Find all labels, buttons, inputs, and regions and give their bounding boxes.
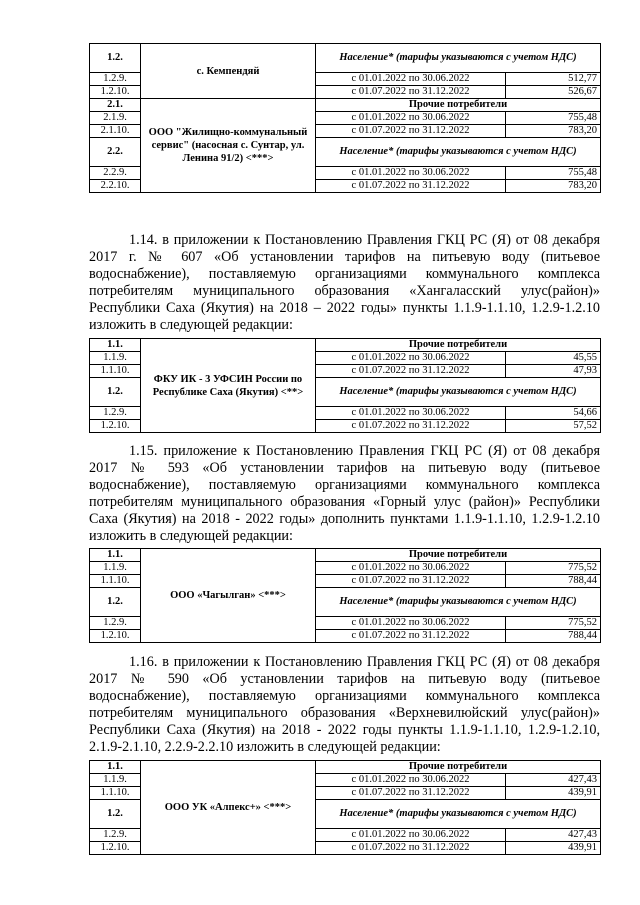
row-number: 1.1. <box>90 339 141 352</box>
period-cell: с 01.01.2022 по 30.06.2022 <box>316 352 506 365</box>
tariff-table-khangalassky <box>89 338 601 433</box>
paragraph-1-15: 1.15. приложение к Постановлению Правления ГКЦ РС (Я) от 08 декабря 2017 № 593 «Об установлении тарифов на питьевую воду (питьевое водоснабжение), поставляемую организациями коммунального комплекса потребителям муниципального образования «Горный улус (район)» Республики Саха (Якутия) на 2018 - 2022 годы» дополнить пунктами 1.1.9-1.1.10, 1.2.9-1.2.10 изложить в следующей редакции: <box>89 443 600 544</box>
tariff-value: 57,52 <box>506 420 601 433</box>
period-cell: с 01.01.2022 по 30.06.2022 <box>316 112 506 125</box>
tariff-value: 526,67 <box>506 86 601 99</box>
row-number: 1.2.9. <box>90 829 141 842</box>
row-number: 2.2.10. <box>90 180 141 193</box>
period-cell: с 01.01.2022 по 30.06.2022 <box>316 829 506 842</box>
tariff-value: 512,77 <box>506 73 601 86</box>
row-number: 2.1. <box>90 99 141 112</box>
row-number: 1.1.10. <box>90 575 141 588</box>
row-number: 1.1.10. <box>90 787 141 800</box>
tariff-value: 775,52 <box>506 617 601 630</box>
tariff-value: 47,93 <box>506 365 601 378</box>
period-cell: с 01.07.2022 по 31.12.2022 <box>316 420 506 433</box>
paragraph-1-16: 1.16. в приложении к Постановлению Правления ГКЦ РС (Я) от 08 декабря 2017 № 590 «Об установлении тарифов на питьевую воду (питьевое водоснабжение), поставляемую организациями коммунального комплекса потребителям муниципального образования «Верхневилюйский улус(район)» Республики Саха (Якутия) на 2018 - 2022 годы пункты 1.1.9-1.1.10, 1.2.9-1.2.10, 2.1.9-2.1.10, 2.2.9-2.2.10 изложить в следующей редакции: <box>89 654 600 755</box>
period-cell: с 01.01.2022 по 30.06.2022 <box>316 774 506 787</box>
tariff-value: 54,66 <box>506 407 601 420</box>
category-header: Прочие потребители <box>316 339 601 352</box>
tariff-value: 755,48 <box>506 167 601 180</box>
period-cell: с 01.07.2022 по 31.12.2022 <box>316 787 506 800</box>
tariff-value: 783,20 <box>506 125 601 138</box>
organization-name: ФКУ ИК - 3 УФСИН России по Республике Саха (Якутия) <**> <box>141 339 316 433</box>
category-header: Прочие потребители <box>316 99 601 112</box>
period-cell: с 01.01.2022 по 30.06.2022 <box>316 617 506 630</box>
tariff-value: 788,44 <box>506 575 601 588</box>
category-header: Прочие потребители <box>316 761 601 774</box>
tariff-value: 439,91 <box>506 787 601 800</box>
tariff-value: 783,20 <box>506 180 601 193</box>
paragraph-1-14: 1.14. в приложении к Постановлению Правления ГКЦ РС (Я) от 08 декабря 2017 г. № 607 «Об установлении тарифов на питьевую воду (питьевое водоснабжение), поставляемую организациями коммунального комплекса потребителям муниципального образования «Хангаласский улус(район)» Республики Саха (Якутия) на 2018 – 2022 годы» пункты 1.1.9-1.1.10, 1.2.9-1.2.10 изложить в следующей редакции: <box>89 232 600 333</box>
period-cell: с 01.01.2022 по 30.06.2022 <box>316 407 506 420</box>
period-cell: с 01.07.2022 по 31.12.2022 <box>316 842 506 855</box>
period-cell: с 01.01.2022 по 30.06.2022 <box>316 73 506 86</box>
category-header: Население* (тарифы указываются с учетом НДС) <box>316 44 601 73</box>
period-cell: с 01.07.2022 по 31.12.2022 <box>316 180 506 193</box>
period-cell: с 01.07.2022 по 31.12.2022 <box>316 125 506 138</box>
row-number: 1.2.9. <box>90 617 141 630</box>
row-number: 1.2.9. <box>90 73 141 86</box>
tariff-table-gorny <box>89 548 601 643</box>
tariff-value: 755,48 <box>506 112 601 125</box>
row-number: 2.2. <box>90 138 141 167</box>
period-cell: с 01.07.2022 по 31.12.2022 <box>316 630 506 643</box>
period-cell: с 01.07.2022 по 31.12.2022 <box>316 86 506 99</box>
tariff-table-verkhnevilyuysky <box>89 760 601 855</box>
row-number: 1.2.9. <box>90 407 141 420</box>
tariff-value: 788,44 <box>506 630 601 643</box>
category-header: Население* (тарифы указываются с учетом НДС) <box>316 378 601 407</box>
category-header: Население* (тарифы указываются с учетом НДС) <box>316 800 601 829</box>
tariff-value: 439,91 <box>506 842 601 855</box>
organization-name: ООО "Жилищно-коммунальный сервис" (насосная с. Сунтар, ул. Ленина 91/2) <***> <box>141 99 316 193</box>
period-cell: с 01.07.2022 по 31.12.2022 <box>316 365 506 378</box>
row-number: 1.1.9. <box>90 774 141 787</box>
tariff-value: 775,52 <box>506 562 601 575</box>
row-number: 1.1. <box>90 549 141 562</box>
category-header: Прочие потребители <box>316 549 601 562</box>
row-number: 1.2.10. <box>90 86 141 99</box>
row-number: 2.1.10. <box>90 125 141 138</box>
row-number: 1.1.9. <box>90 562 141 575</box>
organization-name: с. Кемпендяй <box>141 44 316 99</box>
category-header: Население* (тарифы указываются с учетом НДС) <box>316 138 601 167</box>
row-number: 1.2. <box>90 378 141 407</box>
row-number: 2.2.9. <box>90 167 141 180</box>
tariff-value: 45,55 <box>506 352 601 365</box>
period-cell: с 01.01.2022 по 30.06.2022 <box>316 167 506 180</box>
row-number: 1.2.10. <box>90 842 141 855</box>
row-number: 1.1.9. <box>90 352 141 365</box>
row-number: 2.1.9. <box>90 112 141 125</box>
row-number: 1.1.10. <box>90 365 141 378</box>
organization-name: ООО УК «Алпекс+» <***> <box>141 761 316 855</box>
category-header: Население* (тарифы указываются с учетом НДС) <box>316 588 601 617</box>
tariff-value: 427,43 <box>506 774 601 787</box>
row-number: 1.2. <box>90 44 141 73</box>
period-cell: с 01.01.2022 по 30.06.2022 <box>316 562 506 575</box>
row-number: 1.2.10. <box>90 420 141 433</box>
organization-name: ООО «Чагылган» <***> <box>141 549 316 643</box>
row-number: 1.2. <box>90 588 141 617</box>
tariff-table-suntar <box>89 43 601 193</box>
row-number: 1.1. <box>90 761 141 774</box>
row-number: 1.2.10. <box>90 630 141 643</box>
period-cell: с 01.07.2022 по 31.12.2022 <box>316 575 506 588</box>
tariff-value: 427,43 <box>506 829 601 842</box>
row-number: 1.2. <box>90 800 141 829</box>
